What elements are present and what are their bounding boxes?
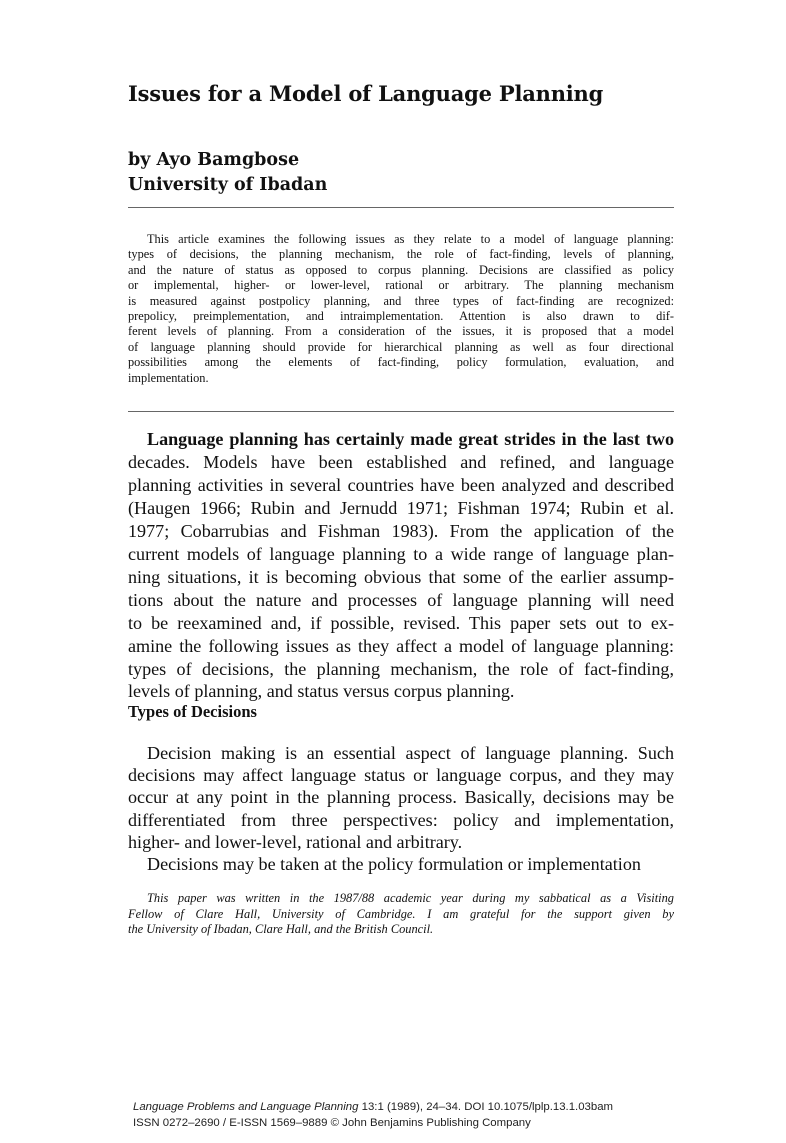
intro-line: types of decisions, the planning mechanism, the role of fact-finding, xyxy=(128,658,674,679)
section-line: occur at any point in the planning process. Basically, decisions may be xyxy=(128,787,674,808)
abstract-line: ferent levels of planning. From a consideration of the issues, it is proposed that a model xyxy=(128,324,674,339)
section-heading: Types of Decisions xyxy=(128,702,257,721)
abstract-line: possibilities among the elements of fact-finding, policy formulation, evaluation, and xyxy=(128,355,674,370)
footnote-line: Fellow of Clare Hall, University of Cambridge. I am grateful for the support given by xyxy=(128,906,674,921)
abstract-line: This article examines the following issues as they relate to a model of language planning: xyxy=(147,232,674,246)
abstract-bottom-rule xyxy=(128,411,674,412)
intro-line: to be reexamined and, if possible, revised. This paper sets out to ex- xyxy=(128,612,674,633)
acknowledgement-footnote xyxy=(128,891,674,938)
author-name: by Ayo Bamgbose xyxy=(128,150,300,170)
intro-line: 1977; Cobarrubias and Fishman 1983). From the application of the xyxy=(128,520,674,541)
section-line: decisions may affect language status or language corpus, and they may xyxy=(128,765,674,786)
abstract-top-rule xyxy=(128,207,674,208)
section-line: differentiated from three perspectives: policy and implementation, xyxy=(128,809,674,830)
intro-lead-line: Language planning has certainly made great strides in the last two xyxy=(147,429,674,449)
abstract-line: and the nature of status as opposed to corpus planning. Decisions are classified as policy xyxy=(128,262,674,277)
abstract xyxy=(128,232,674,386)
abstract-line: or implemental, higher- or lower-level, rational or arbitrary. The planning mechanism xyxy=(128,278,674,293)
abstract-line: of language planning should provide for hierarchical planning as well as four directional xyxy=(128,339,674,354)
footnote-line: This paper was written in the 1987/88 academic year during my sabbatical as a Visiting xyxy=(147,891,674,905)
intro-line: current models of language planning to a wide range of language plan- xyxy=(128,543,674,564)
intro-line: ning situations, it is becoming obvious that some of the earlier assump- xyxy=(128,566,674,587)
section-paragraph xyxy=(128,742,674,875)
abstract-line: types of decisions, the planning mechanism, the role of fact-finding, levels of planning, xyxy=(128,247,674,262)
journal-citation xyxy=(133,1100,693,1131)
journal-name: Language Problems and Language Planning xyxy=(133,1101,359,1113)
section-line: Decisions may be taken at the policy formulation or implementation xyxy=(147,854,641,875)
intro-line: amine the following issues as they affect a model of language planning: xyxy=(128,635,674,656)
intro-paragraph xyxy=(128,428,674,703)
abstract-line: implementation. xyxy=(128,370,209,385)
citation-line xyxy=(133,1100,693,1116)
intro-line: planning activities in several countries have been analyzed and described xyxy=(128,474,674,495)
intro-line: tions about the nature and processes of language planning will need xyxy=(128,589,674,610)
intro-line: decades. Models have been established and refined, and language xyxy=(128,451,674,472)
section-line: Decision making is an essential aspect of language planning. Such xyxy=(147,743,674,763)
author-block xyxy=(128,148,648,198)
citation-details: 13:1 (1989), 24–34. DOI 10.1075/lplp.13.1.03bam xyxy=(358,1101,614,1113)
abstract-line: is measured against postpolicy planning, and three types of fact-finding are recognized: xyxy=(128,293,674,308)
article-title: Issues for a Model of Language Planning xyxy=(128,81,604,106)
section-line: higher- and lower-level, rational and arbitrary. xyxy=(128,831,463,852)
intro-line: (Haugen 1966; Rubin and Jernudd 1971; Fishman 1974; Rubin et al. xyxy=(128,497,674,518)
abstract-line: prepolicy, preimplementation, and intraimplementation. Attention is also drawn to dif- xyxy=(128,309,674,324)
author-affiliation: University of Ibadan xyxy=(128,175,328,195)
issn-line: ISSN 0272–2690 / E-ISSN 1569–9889 © John Benjamins Publishing Company xyxy=(133,1116,531,1129)
intro-line: levels of planning, and status versus corpus planning. xyxy=(128,681,515,702)
footnote-line: the University of Ibadan, Clare Hall, and the British Council. xyxy=(128,922,434,937)
